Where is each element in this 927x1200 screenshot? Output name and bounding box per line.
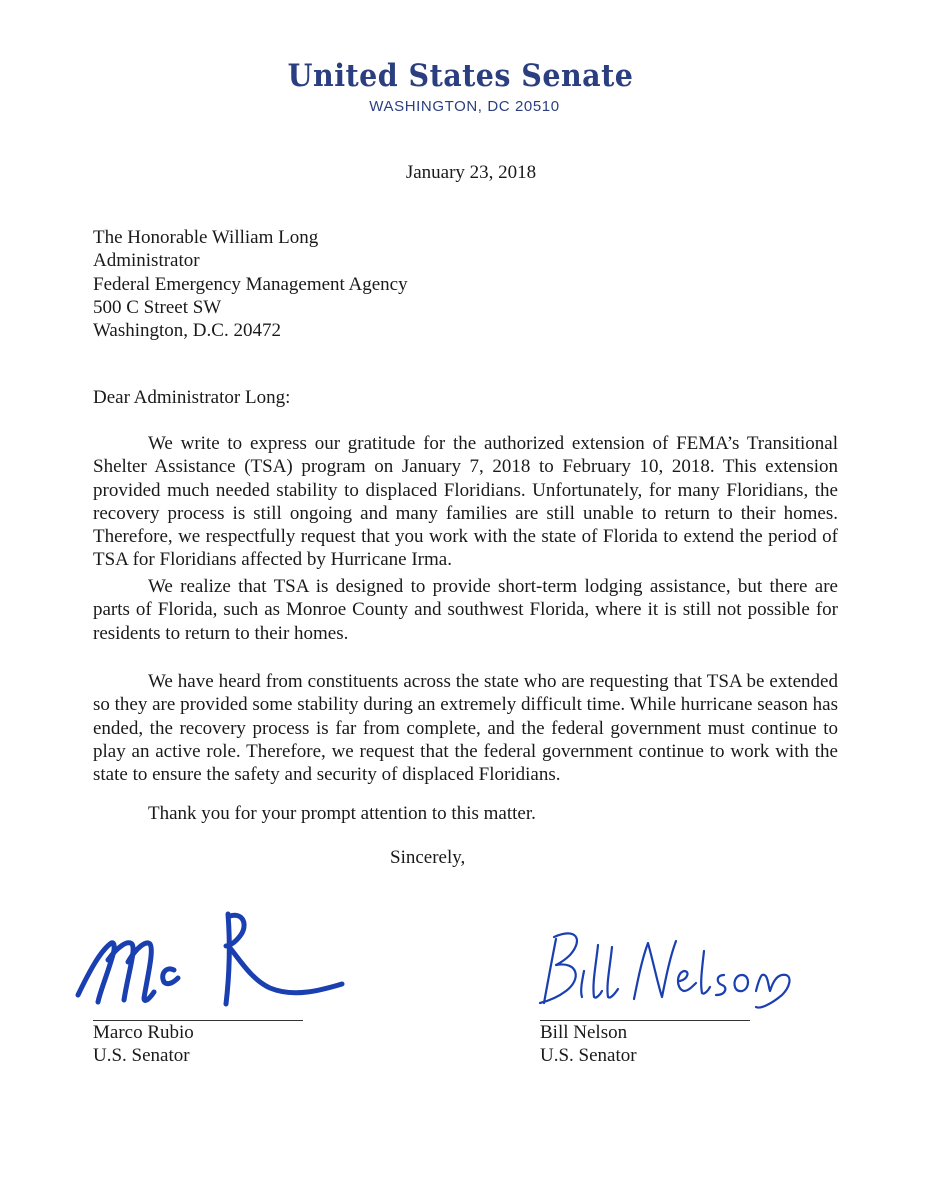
letterhead-title: United States Senate — [287, 58, 634, 94]
body-paragraph: We have heard from constituents across the state who are requesting that TSA be extended so they are provided some stability during an extremely difficult time. While hurricane season has ended, the recovery process is far from complete, and the federal government must continue to play an active role. Therefore, we request that the federal government continue to work with the state to ensure the safety and security of displaced Floridians. — [93, 671, 838, 786]
recipient-address — [93, 226, 408, 342]
salutation: Dear Administrator Long: — [93, 387, 291, 408]
signer-title: U.S. Senator — [540, 1045, 637, 1067]
signer-title: U.S. Senator — [93, 1045, 190, 1067]
recipient-line: Washington, D.C. 20472 — [93, 320, 281, 342]
body-paragraph: We realize that TSA is designed to provide short-term lodging assistance, but there are parts of Florida, such as Monroe County and southwest Florida, where it is still not possible for residents to return to their homes. — [93, 576, 838, 644]
rubio-signature — [70, 900, 350, 1025]
thanks-line: Thank you for your prompt attention to this matter. — [148, 803, 536, 824]
signer-name: Marco Rubio — [93, 1022, 194, 1043]
nelson-signature — [520, 925, 820, 1020]
recipient-line: Federal Emergency Management Agency — [93, 273, 408, 295]
letterhead — [0, 58, 927, 115]
signer-nelson — [540, 1021, 637, 1068]
recipient-line: 500 C Street SW — [93, 296, 222, 318]
signer-rubio — [93, 1021, 194, 1068]
letterhead-address: WASHINGTON, DC 20510 — [369, 98, 560, 115]
signer-name: Bill Nelson — [540, 1022, 628, 1043]
recipient-line: The Honorable William Long — [93, 227, 319, 248]
body-paragraph: We write to express our gratitude for the authorized extension of FEMA’s Transitional Shelter Assistance (TSA) program on January 7, 2018 to February 10, 2018. This extension provided much needed stability to displaced Floridians. Unfortunately, for many Floridians, the recovery process is still ongoing and many families are still unable to return to their homes. Therefore, we respectfully request that you work with the state of Florida to extend the period of TSA for Floridians affected by Hurricane Irma. — [93, 433, 838, 571]
recipient-line: Administrator — [93, 250, 200, 272]
closing: Sincerely, — [390, 847, 466, 868]
letter-date: January 23, 2018 — [405, 162, 537, 183]
